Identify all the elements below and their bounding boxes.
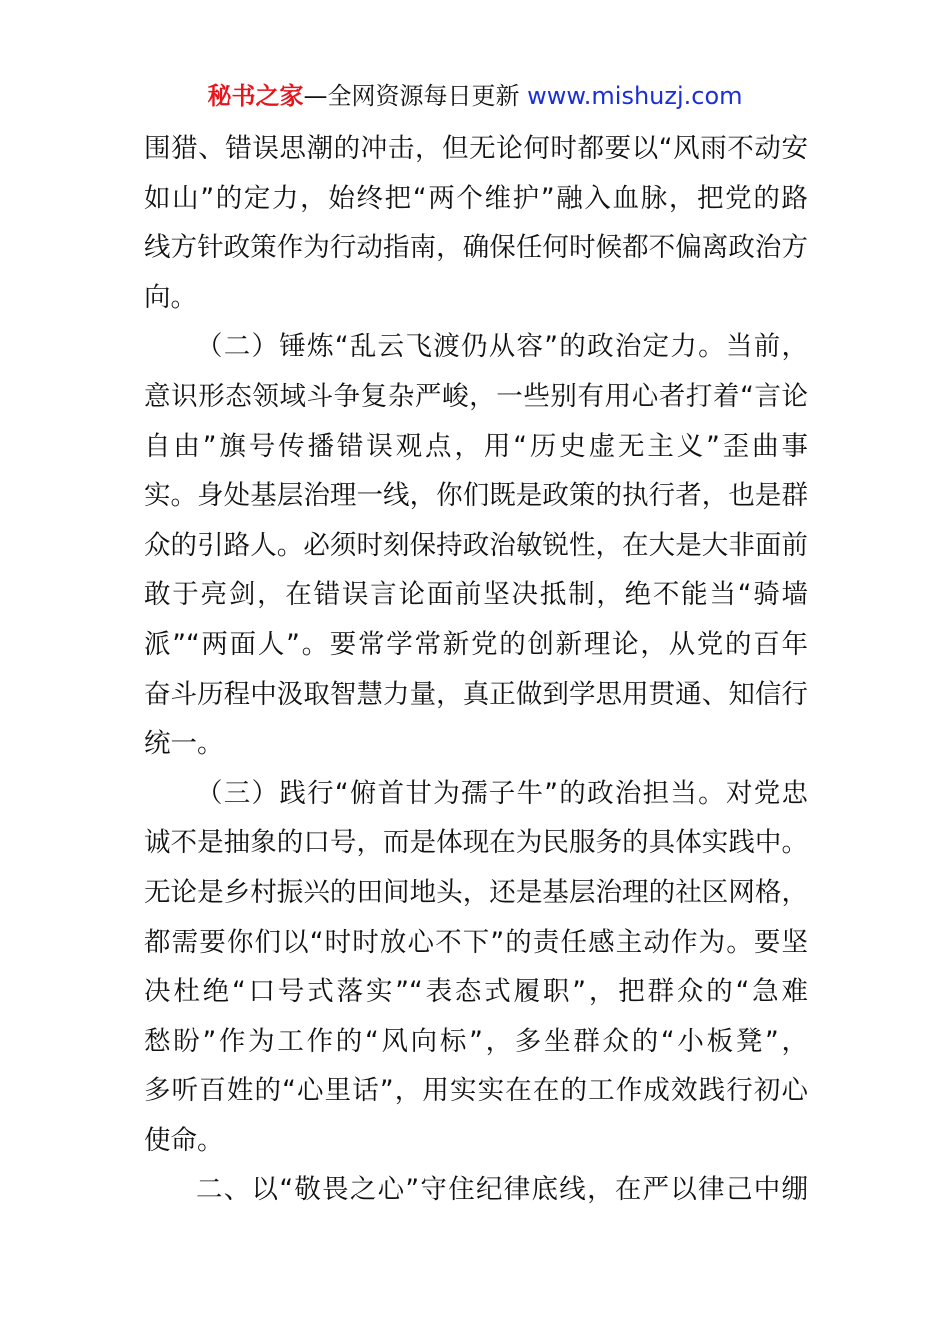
text-line: 奋斗历程中汲取智慧力量，真正做到学思用贯通、知信行 xyxy=(144,678,808,710)
text-line: 多听百姓的“心里话”，用实实在在的工作成效践行初心 xyxy=(144,1075,808,1107)
text-line: 如山”的定力，始终把“两个维护”融入血脉，把党的路 xyxy=(144,182,808,214)
text-line: 自由”旗号传播错误观点，用“历史虚无主义”歪曲事 xyxy=(144,430,808,462)
text-line: 统一。 xyxy=(144,728,224,760)
text-line: 都需要你们以“时时放心不下”的责任感主动作为。要坚 xyxy=(144,926,808,958)
text-line: 众的引路人。必须时刻保持政治敏锐性，在大是大非面前 xyxy=(144,529,808,561)
text-line: 线方针政策作为行动指南，确保任何时候都不偏离政治方 xyxy=(144,232,808,264)
text-line: 意识形态领域斗争复杂严峻，一些别有用心者打着“言论 xyxy=(144,380,808,412)
section-heading-2: （二）锤炼“乱云飞渡仍从容”的政治定力。当前， xyxy=(196,331,808,363)
text-line: 使命。 xyxy=(144,1124,224,1156)
text-line: 愁盼”作为工作的“风向标”，多坐群众的“小板凳”， xyxy=(144,1025,808,1057)
text-line: 决杜绝“口号式落实”“表态式履职”，把群众的“急难 xyxy=(144,976,808,1008)
text-line: 实。身处基层治理一线，你们既是政策的执行者，也是群 xyxy=(144,480,808,512)
text-line: 敢于亮剑，在错误言论面前坚决抵制，绝不能当“骑墙 xyxy=(144,579,808,611)
text-line: 围猎、错误思潮的冲击，但无论何时都要以“风雨不动安 xyxy=(144,133,808,164)
site-header xyxy=(0,78,950,114)
section-heading-3: （三）践行“俯首甘为孺子牛”的政治担当。对党忠 xyxy=(196,777,808,809)
brand-name: 秘书之家 xyxy=(207,82,304,110)
text-line: 派”“两面人”。要常学常新党的创新理论，从党的百年 xyxy=(144,628,808,660)
document-body xyxy=(144,124,808,1215)
header-slogan: —全网资源每日更新 xyxy=(303,82,520,110)
text-line: 无论是乡村振兴的田间地头，还是基层治理的社区网格， xyxy=(144,876,808,908)
chapter-heading-2: 二、以“敬畏之心”守住纪律底线，在严以律己中绷 xyxy=(196,1174,808,1206)
text-line: 诚不是抽象的口号，而是体现在为民服务的具体实践中。 xyxy=(144,827,808,859)
text-line: 向。 xyxy=(144,281,197,313)
site-url[interactable]: www.mishuzj.com xyxy=(527,82,743,110)
